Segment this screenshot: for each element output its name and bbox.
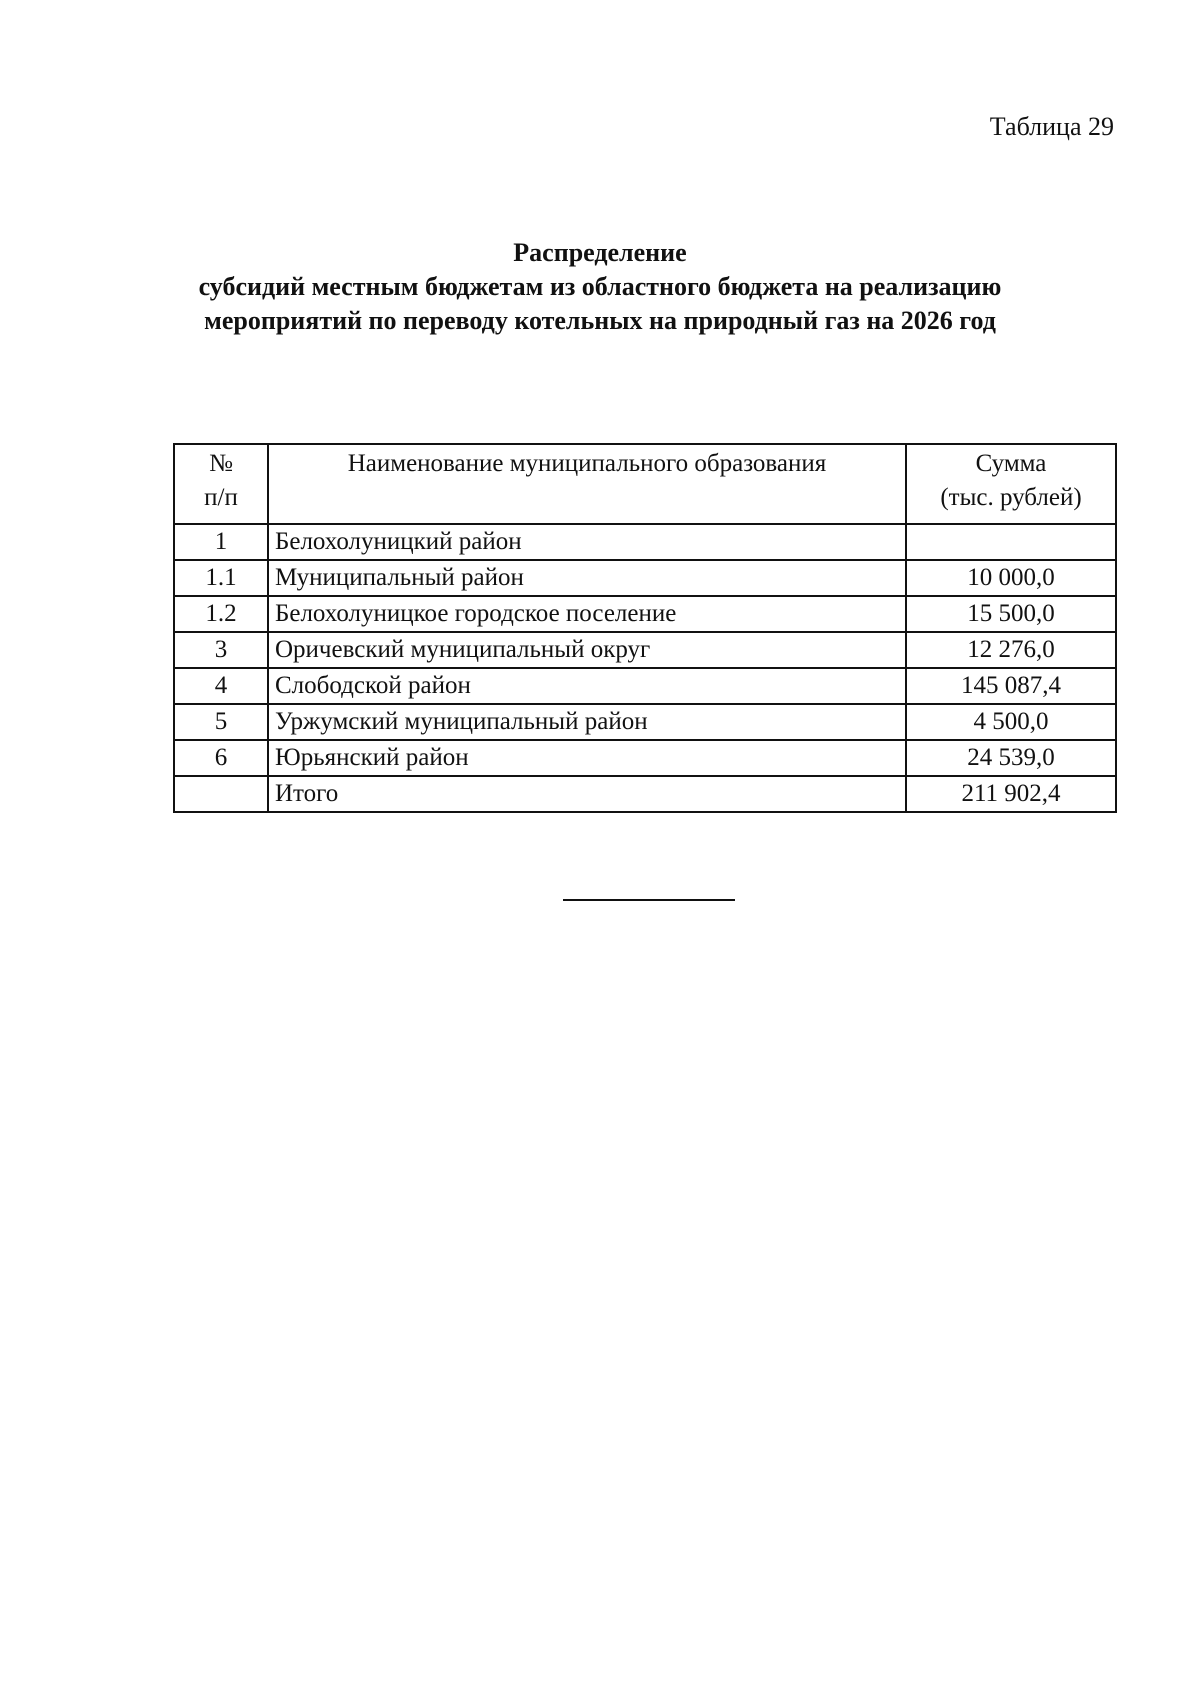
- row-sum: 12 276,0: [906, 632, 1116, 668]
- table-row: [174, 524, 1116, 560]
- total-label: Итого: [268, 776, 906, 812]
- header-number: [174, 444, 268, 524]
- row-number: 1: [174, 524, 268, 560]
- row-number: 1.2: [174, 596, 268, 632]
- table-row: [174, 740, 1116, 776]
- row-sum: 4 500,0: [906, 704, 1116, 740]
- row-name: Оричевский муниципальный округ: [268, 632, 906, 668]
- row-number: 4: [174, 668, 268, 704]
- row-sum: [906, 524, 1116, 560]
- row-name: Белохолуницкое городское поселение: [268, 596, 906, 632]
- title-line-1: Распределение: [513, 238, 687, 267]
- row-number: 6: [174, 740, 268, 776]
- row-sum: 24 539,0: [906, 740, 1116, 776]
- title-line-2: субсидий местным бюджетам из областного бюджета на реализацию: [198, 272, 1002, 301]
- table-total-row: [174, 776, 1116, 812]
- table-number-label: Таблица 29: [989, 112, 1114, 141]
- table-row: [174, 560, 1116, 596]
- title-line-3: мероприятий по переводу котельных на природный газ на 2026 год: [204, 306, 996, 335]
- total-number: [174, 776, 268, 812]
- row-number: 1.1: [174, 560, 268, 596]
- table-row: [174, 596, 1116, 632]
- header-number-symbol: №: [209, 450, 233, 477]
- row-name: Слободской район: [268, 668, 906, 704]
- table-row: [174, 632, 1116, 668]
- row-name: Муниципальный район: [268, 560, 906, 596]
- document-title: [0, 236, 1200, 338]
- allocation-table: [173, 443, 1117, 813]
- header-number-abbr: п/п: [204, 484, 238, 511]
- row-number: 3: [174, 632, 268, 668]
- row-sum: 10 000,0: [906, 560, 1116, 596]
- table-header-row: [174, 444, 1116, 524]
- row-sum: 145 087,4: [906, 668, 1116, 704]
- table-row: [174, 668, 1116, 704]
- header-name: Наименование муниципального образования: [268, 444, 906, 524]
- row-number: 5: [174, 704, 268, 740]
- table-row: [174, 704, 1116, 740]
- row-name: Юрьянский район: [268, 740, 906, 776]
- header-sum-unit: (тыс. рублей): [940, 484, 1082, 511]
- end-of-document-line: [563, 899, 735, 901]
- header-sum: [906, 444, 1116, 524]
- header-sum-title: Сумма: [975, 450, 1047, 477]
- row-name: Белохолуницкий район: [268, 524, 906, 560]
- row-sum: 15 500,0: [906, 596, 1116, 632]
- total-sum: 211 902,4: [906, 776, 1116, 812]
- row-name: Уржумский муниципальный район: [268, 704, 906, 740]
